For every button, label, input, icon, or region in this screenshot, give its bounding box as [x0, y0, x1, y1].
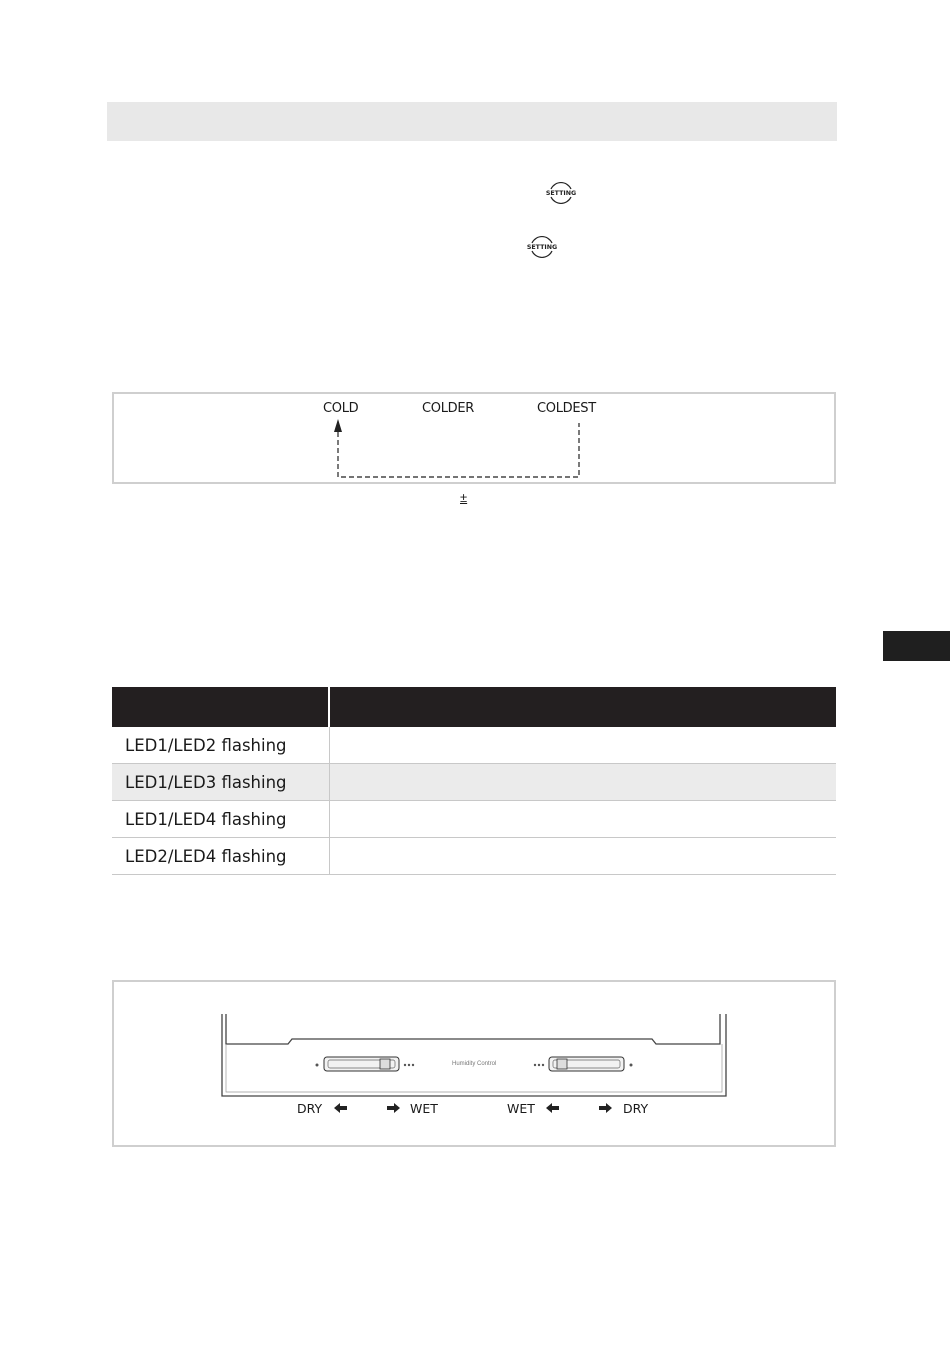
arrow-left-icon: [546, 1103, 559, 1113]
left-slider-wet-label: WET: [410, 1101, 438, 1116]
led-status-cell: LED1/LED4 flashing: [112, 801, 329, 838]
humidity-control-label: Humidity Control: [452, 1061, 497, 1067]
arrow-right-icon: [599, 1103, 612, 1113]
description-cell: [329, 764, 836, 801]
table-row: [112, 801, 836, 838]
temperature-cycle-arrow: [112, 392, 836, 484]
arrow-left-icon: [334, 1103, 347, 1113]
table-header-cell: [329, 687, 836, 727]
table-row: [112, 764, 836, 801]
right-humidity-slider[interactable]: [549, 1057, 624, 1071]
direction-arrows: [334, 1103, 612, 1113]
plus-minus-symbol: ±: [460, 490, 468, 505]
right-slider-dry-label: DRY: [623, 1101, 649, 1116]
table-header-cell: [112, 687, 329, 727]
arrow-right-icon: [387, 1103, 400, 1113]
right-slider-wet-label: WET: [507, 1101, 535, 1116]
section-header-band: [107, 102, 837, 141]
table-header-row: [112, 687, 836, 727]
temp-label-colder: COLDER: [422, 401, 475, 416]
table-row: [112, 838, 836, 875]
description-cell: [329, 727, 836, 764]
led-status-table: [112, 687, 836, 875]
setting-button-icon: [527, 232, 557, 262]
section-side-tab: [883, 631, 950, 661]
left-slider-dry-label: DRY: [297, 1101, 323, 1116]
temp-label-cold: COLD: [323, 401, 359, 416]
description-cell: [329, 838, 836, 875]
temp-label-coldest: COLDEST: [537, 401, 596, 416]
arrow-up-icon: [334, 419, 342, 432]
led-status-cell: LED1/LED2 flashing: [112, 727, 329, 764]
setting-button-icon: [546, 178, 576, 208]
description-cell: [329, 801, 836, 838]
setting-icon-label: SETTING: [546, 190, 576, 197]
table-row: [112, 727, 836, 764]
led-status-cell: LED2/LED4 flashing: [112, 838, 329, 875]
led-status-cell: LED1/LED3 flashing: [112, 764, 329, 801]
left-humidity-slider[interactable]: [324, 1057, 399, 1071]
setting-icon-label: SETTING: [527, 244, 557, 251]
